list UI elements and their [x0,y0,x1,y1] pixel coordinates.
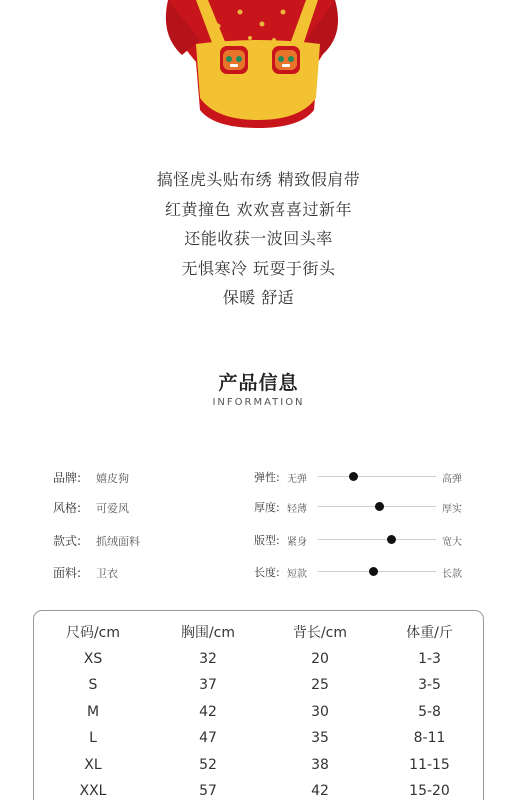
attribute-row [0,532,517,552]
table-row [34,725,483,752]
column-header: 胸围/cm [180,625,236,642]
table-row [34,672,483,699]
table-cell: 1-3 [418,650,441,667]
scale-track [318,476,436,477]
table-cell: S [88,677,98,694]
size-table-grid [34,619,483,800]
scale-indicator [369,567,378,576]
scale-high-label: 长款 [442,569,462,580]
scale-label: 厚度: [254,501,280,514]
attribute-label: 面料: [53,566,82,580]
attribute-value: 可爱风 [96,502,129,515]
scale-high-label: 宽大 [442,537,462,548]
scale-high-label: 高弹 [442,474,462,485]
slogan-line: 红黄撞色 欢欢喜喜过新年 [164,199,353,219]
table-cell: 32 [199,650,217,667]
attribute-row [0,469,517,489]
table-row [34,699,483,726]
scale-indicator [375,502,384,511]
table-cell: 3-5 [418,677,441,694]
table-cell: 42 [311,783,329,800]
scale-low-label: 无弹 [287,474,307,485]
table-cell: 30 [311,703,329,720]
table-cell: 15-20 [409,783,450,800]
scale-track [318,571,436,572]
column-header: 体重/斤 [406,625,453,642]
table-cell: 20 [311,650,329,667]
table-cell: 25 [311,677,329,694]
table-cell: 5-8 [418,703,441,720]
scale-indicator [387,535,396,544]
info-subtitle: INFORMATION [212,397,305,408]
scale-label: 长度: [254,566,280,579]
scale-low-label: 轻薄 [287,504,307,515]
scale-low-label: 短款 [287,569,307,580]
table-cell: 35 [311,730,329,747]
table-cell: XXL [79,783,107,800]
table-cell: L [89,730,97,747]
table-cell: XL [84,756,102,773]
table-row [34,752,483,779]
scale-label: 版型: [254,534,280,547]
attribute-row [0,499,517,519]
scale-label: 弹性: [254,471,280,484]
attribute-row [0,564,517,584]
slogan-line: 无惧寒冷 玩耍于街头 [181,258,336,278]
table-row [34,778,483,800]
attribute-label: 款式: [53,534,82,548]
slogan-block [0,168,517,316]
table-cell: M [86,703,100,720]
product-image [0,0,517,135]
table-cell: 57 [199,783,217,800]
table-cell: 52 [199,756,217,773]
attribute-value: 嬉皮狗 [96,472,129,485]
slogan-line: 保暖 舒适 [222,288,295,307]
column-header: 背长/cm [292,625,348,642]
table-header-row [34,619,483,646]
table-cell: XS [83,650,103,667]
slogan-line: 还能收获一波回头率 [184,229,333,248]
scale-high-label: 厚实 [442,504,462,515]
table-cell: 11-15 [409,756,450,773]
scale-track [318,539,436,540]
attribute-value: 卫衣 [96,567,118,580]
column-header: 尺码/cm [65,625,121,642]
dog-sweater-illustration [0,0,517,135]
scale-track [318,506,436,507]
attribute-value: 抓绒面料 [96,535,140,548]
table-cell: 47 [199,730,217,747]
table-cell: 38 [311,756,329,773]
info-title: 产品信息 [218,372,299,394]
size-table [33,610,484,800]
attribute-label: 品牌: [53,471,82,485]
table-cell: 42 [199,703,217,720]
scale-indicator [349,472,358,481]
table-cell: 8-11 [413,730,446,747]
attribute-label: 风格: [53,501,82,515]
scale-low-label: 紧身 [287,537,307,548]
slogan-line: 搞怪虎头贴布绣 精致假肩带 [156,170,361,189]
table-row [34,646,483,673]
table-cell: 37 [199,677,217,694]
